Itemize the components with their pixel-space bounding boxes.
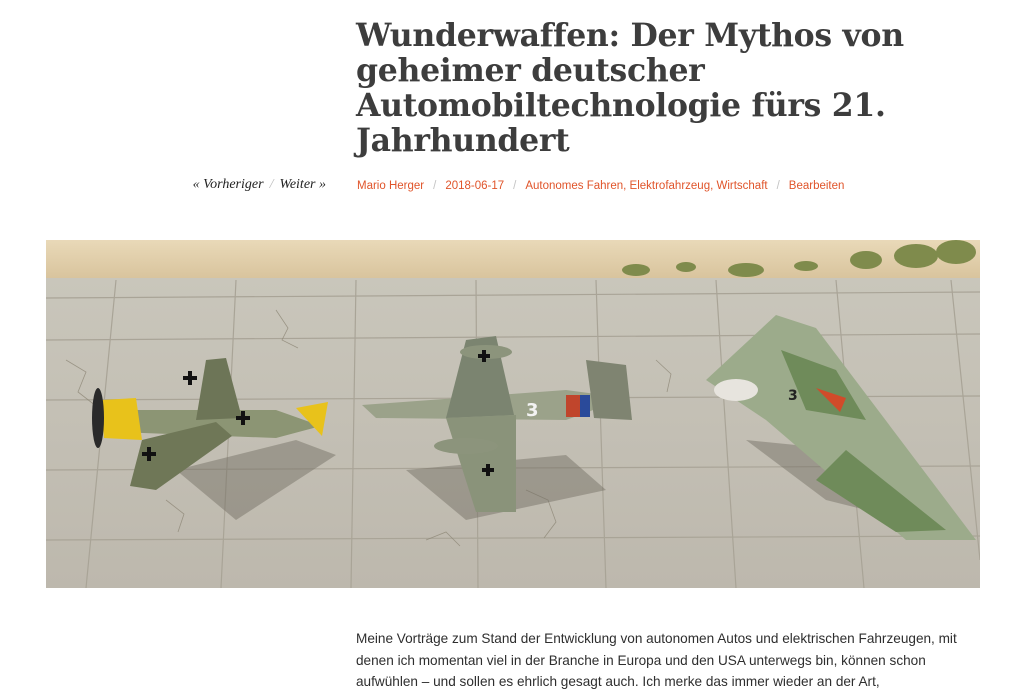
meta-separator: / bbox=[513, 180, 517, 192]
meta-separator: / bbox=[776, 180, 780, 192]
post-title: Wunderwaffen: Der Mythos von geheimer deutscher Automobiltechnologie fürs 21. Jahrhundert bbox=[356, 17, 904, 159]
nav-separator: / bbox=[269, 177, 274, 192]
post-navigation bbox=[150, 177, 326, 193]
aircraft-marking: 3 bbox=[526, 400, 539, 421]
meta-separator: / bbox=[433, 180, 437, 192]
hero-illustration bbox=[46, 240, 980, 588]
previous-post-link[interactable]: « Vorheriger bbox=[192, 177, 264, 192]
next-post-link[interactable]: Weiter » bbox=[279, 177, 326, 192]
article-paragraph: Meine Vorträge zum Stand der Entwicklung von autonomen Autos und elektrischen Fahrzeugen, mit denen ich momentan viel in der Branche in Europa und den USA unterwegs bin, können schon aufwühlen – und sollen es ehrlich gesagt auch. Ich merke das immer wieder an der Art, bbox=[356, 631, 957, 689]
edit-link[interactable]: Bearbeiten bbox=[788, 180, 845, 192]
date-link[interactable]: 2018-06-17 bbox=[445, 180, 505, 192]
categories-link[interactable]: Autonomes Fahren, Elektrofahrzeug, Wirtschaft bbox=[525, 180, 768, 192]
desert-background bbox=[46, 240, 980, 280]
aircraft-marking: 3 bbox=[788, 388, 798, 404]
author-link[interactable]: Mario Herger bbox=[357, 180, 425, 192]
hero-image bbox=[46, 240, 980, 588]
post-meta bbox=[357, 180, 844, 192]
